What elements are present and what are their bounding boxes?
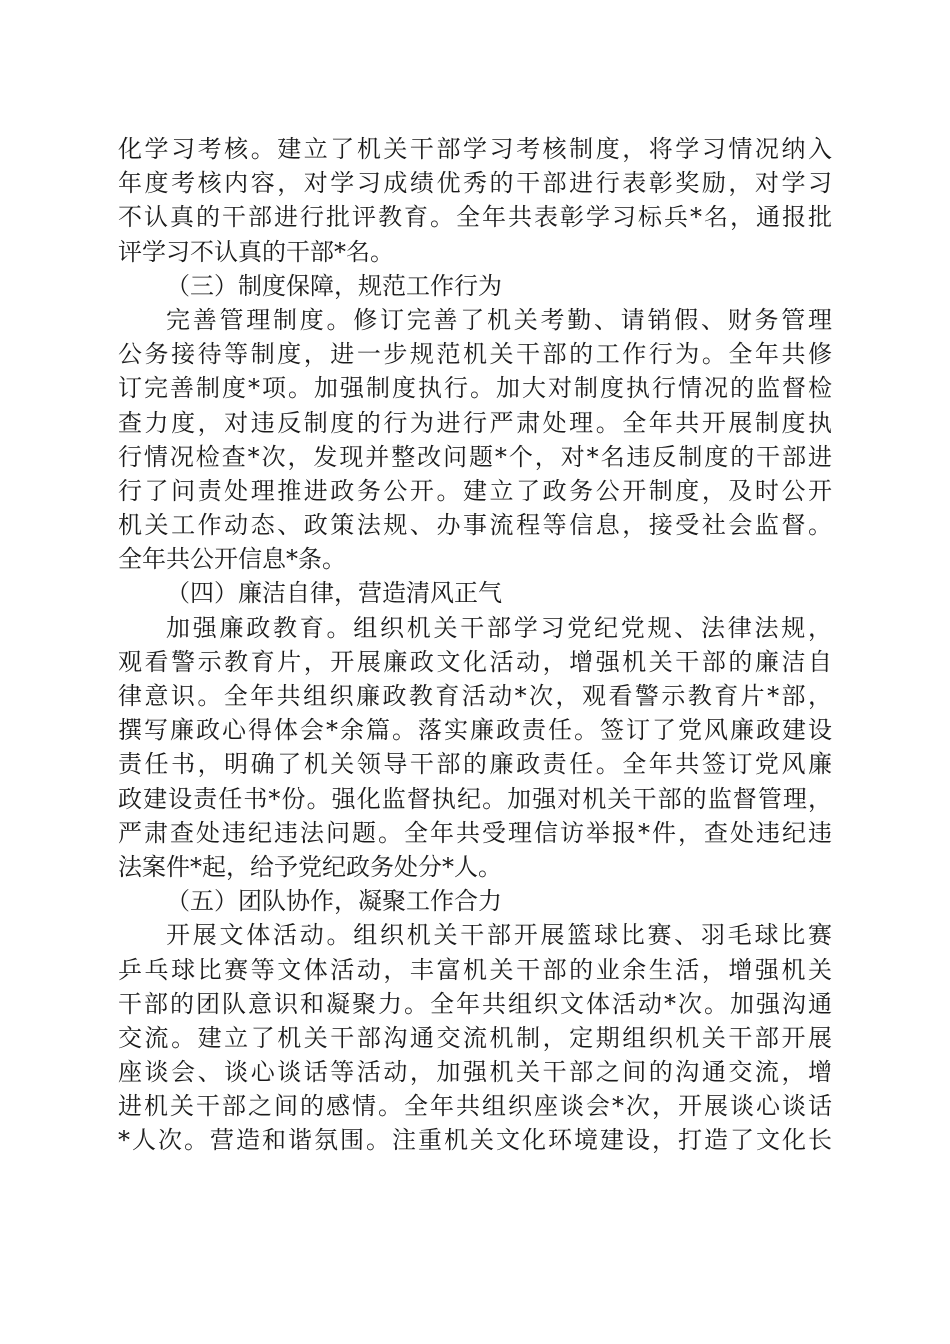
paragraph-line: 交流。建立了机关干部沟通交流机制，定期组织机关干部开展	[118, 1023, 832, 1052]
paragraph-line: 完善管理制度。修订完善了机关考勤、请销假、财务管理	[166, 305, 832, 334]
paragraph-line: 干部的团队意识和凝聚力。全年共组织文体活动*次。加强沟通	[118, 989, 832, 1018]
paragraph-line: 进机关干部之间的感情。全年共组织座谈会*次，开展谈心谈话	[118, 1092, 832, 1121]
paragraph-line: 座谈会、谈心谈话等活动，加强机关干部之间的沟通交流，增	[118, 1058, 832, 1087]
paragraph-line: 加强廉政教育。组织机关干部学习党纪党规、法律法规，	[166, 613, 832, 642]
paragraph-line: 撰写廉政心得体会*余篇。落实廉政责任。签订了党风廉政建设	[118, 716, 832, 745]
paragraph-line: 政建设责任书*份。强化监督执纪。加强对机关干部的监督管理，	[118, 784, 832, 813]
paragraph-line: 机关工作动态、政策法规、办事流程等信息，接受社会监督。	[118, 511, 832, 540]
paragraph-line: 查力度，对违反制度的行为进行严肃处理。全年共开展制度执	[118, 408, 832, 437]
paragraph-line: 评学习不认真的干部*名。	[118, 237, 394, 266]
paragraph-line: *人次。营造和谐氛围。注重机关文化环境建设，打造了文化长	[118, 1126, 832, 1155]
paragraph-line: 化学习考核。建立了机关干部学习考核制度，将学习情况纳入	[118, 135, 832, 163]
section-heading-4: （四）廉洁自律，营造清风正气	[166, 579, 502, 608]
paragraph-line: 订完善制度*项。加强制度执行。加大对制度执行情况的监督检	[118, 374, 832, 403]
document-body	[118, 132, 832, 1158]
paragraph-line: 律意识。全年共组织廉政教育活动*次，观看警示教育片*部，	[118, 682, 832, 710]
paragraph-line: 不认真的干部进行批评教育。全年共表彰学习标兵*名，通报批	[118, 203, 832, 232]
paragraph-line: 行了问责处理推进政务公开。建立了政务公开制度，及时公开	[118, 476, 832, 505]
paragraph-line: 开展文体活动。组织机关干部开展篮球比赛、羽毛球比赛	[166, 921, 832, 950]
paragraph-line: 观看警示教育片，开展廉政文化活动，增强机关干部的廉洁自	[118, 647, 832, 676]
section-heading-5: （五）团队协作，凝聚工作合力	[166, 887, 502, 916]
paragraph-line: 责任书，明确了机关领导干部的廉政责任。全年共签订党风廉	[118, 750, 832, 779]
paragraph-line: 行情况检查*次，发现并整改问题*个，对*名违反制度的干部进	[118, 442, 832, 471]
paragraph-line: 全年共公开信息*条。	[118, 545, 346, 574]
paragraph-line: 严肃查处违纪违法问题。全年共受理信访举报*件，查处违纪违	[118, 818, 832, 847]
section-heading-3: （三）制度保障，规范工作行为	[166, 271, 502, 300]
paragraph-line: 乒乓球比赛等文体活动，丰富机关干部的业余生活，增强机关	[118, 955, 832, 984]
paragraph-line: 年度考核内容，对学习成绩优秀的干部进行表彰奖励，对学习	[118, 169, 832, 198]
paragraph-line: 法案件*起，给予党纪政务处分*人。	[118, 852, 502, 881]
paragraph-line: 公务接待等制度，进一步规范机关干部的工作行为。全年共修	[118, 340, 832, 369]
